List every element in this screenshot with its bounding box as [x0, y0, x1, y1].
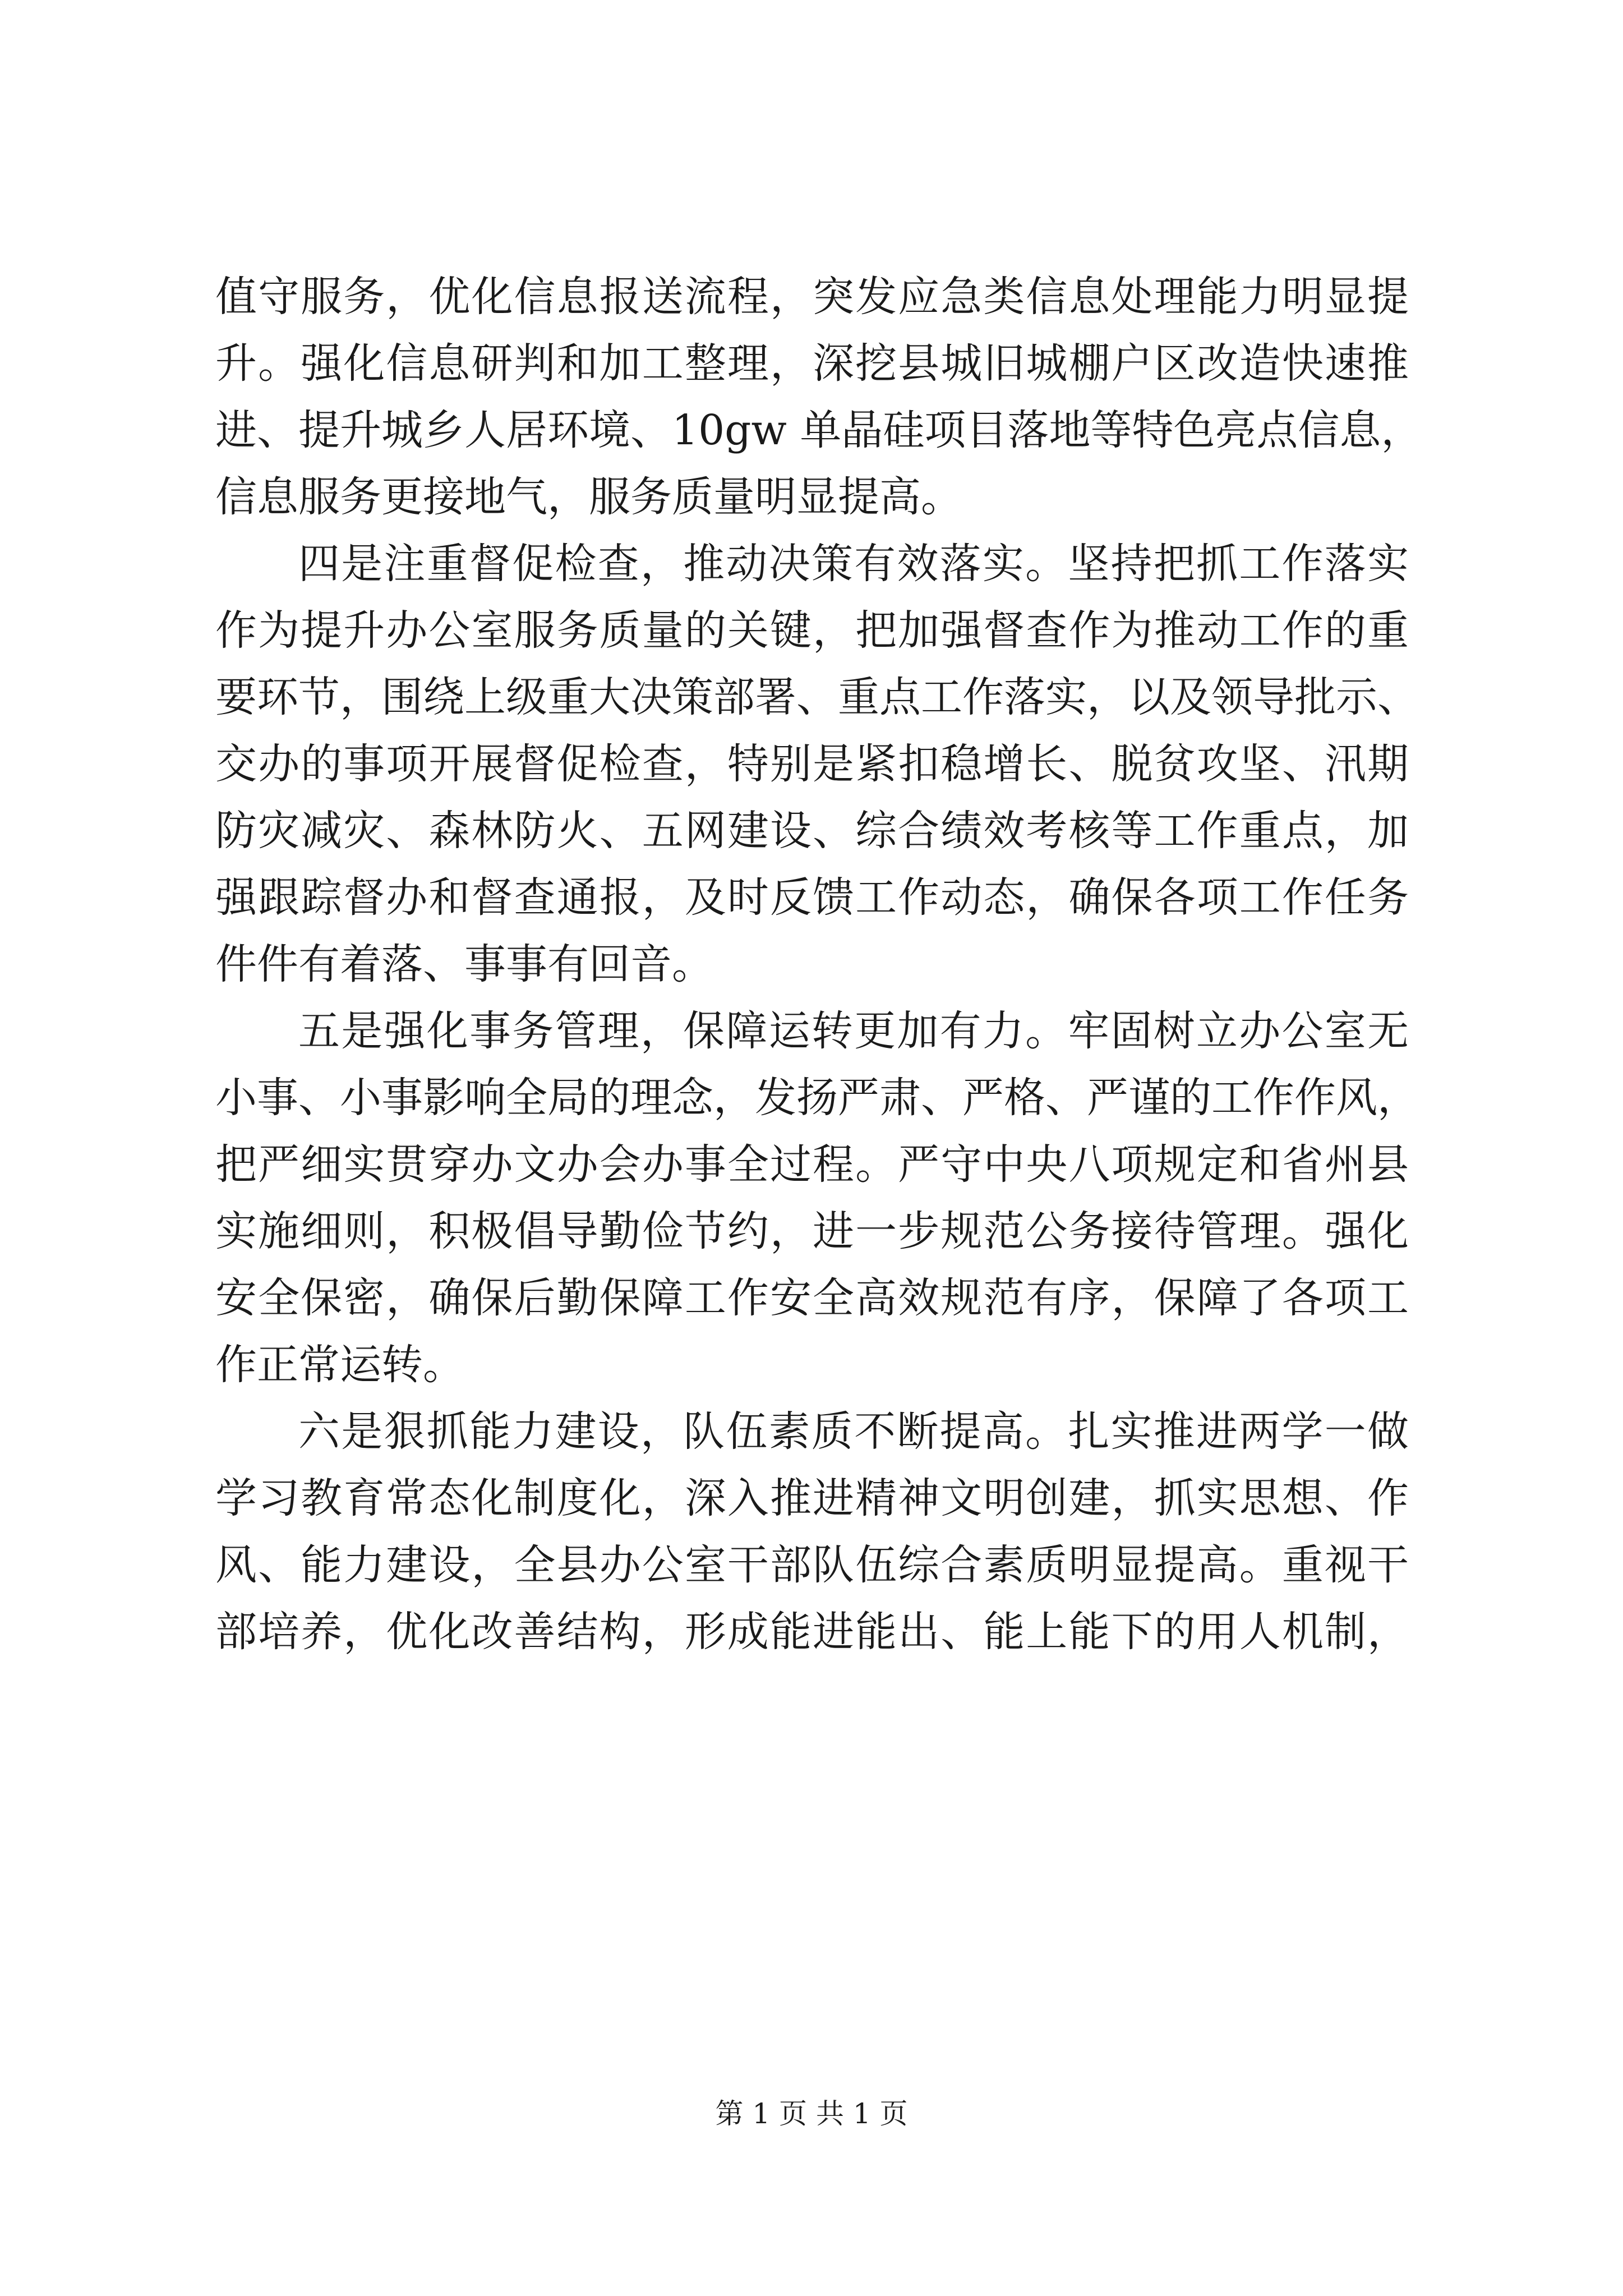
text-line: 进、提升城乡人居环境、10gw 单晶硅项目落地等特色亮点信息， — [215, 406, 1423, 454]
text-line: 六是狠抓能力建设，队伍素质不断提高。扎实推进两学一做 — [298, 1407, 1409, 1456]
text-line: 学习教育常态化制度化，深入推进精神文明创建，抓实思想、作 — [215, 1474, 1409, 1522]
text-line: 把严细实贯穿办文办会办事全过程。严守中央八项规定和省州县 — [215, 1140, 1409, 1189]
text-line: 强跟踪督办和督查通报，及时反馈工作动态，确保各项工作任务 — [215, 873, 1409, 922]
text-line: 五是强化事务管理，保障运转更加有力。牢固树立办公室无 — [298, 1007, 1409, 1055]
text-line: 防灾减灾、森林防火、五网建设、综合绩效考核等工作重点，加 — [215, 807, 1409, 855]
paragraph-capacity-building — [215, 1398, 1409, 1665]
text-line: 小事、小事影响全局的理念，发扬严肃、严格、严谨的工作作风， — [215, 1074, 1419, 1122]
text-line: 件件有着落、事事有回音。 — [215, 940, 713, 988]
text-line: 信息服务更接地气，服务质量明显提高。 — [215, 473, 962, 521]
text-line: 实施细则，积极倡导勤俭节约，进一步规范公务接待管理。强化 — [215, 1207, 1409, 1255]
text-line: 要环节，围绕上级重大决策部署、重点工作落实，以及领导批示、 — [215, 673, 1419, 721]
text-line: 四是注重督促检查，推动决策有效落实。坚持把抓工作落实 — [298, 540, 1409, 588]
text-line: 部培养，优化改善结构，形成能进能出、能上能下的用人机制， — [215, 1608, 1409, 1656]
page-number-footer: 第 1 页 共 1 页 — [715, 2097, 908, 2130]
text-line: 值守服务，优化信息报送流程，突发应急类信息处理能力明显提 — [215, 273, 1409, 321]
text-line: 安全保密，确保后勤保障工作安全高效规范有序，保障了各项工 — [215, 1274, 1409, 1322]
document-body — [215, 264, 1423, 1665]
paragraph-affairs-management — [215, 998, 1419, 1398]
text-line: 作正常运转。 — [215, 1341, 464, 1389]
paragraph-supervision — [215, 531, 1419, 998]
text-line: 作为提升办公室服务质量的关键，把加强督查作为推动工作的重 — [215, 606, 1409, 655]
text-line: 风、能力建设，全县办公室干部队伍综合素质明显提高。重视干 — [215, 1541, 1409, 1589]
text-line: 交办的事项开展督促检查，特别是紧扣稳增长、脱贫攻坚、汛期 — [215, 740, 1409, 788]
paragraph-info-service — [215, 264, 1423, 531]
text-line: 升。强化信息研判和加工整理，深挖县城旧城棚户区改造快速推 — [215, 339, 1409, 388]
